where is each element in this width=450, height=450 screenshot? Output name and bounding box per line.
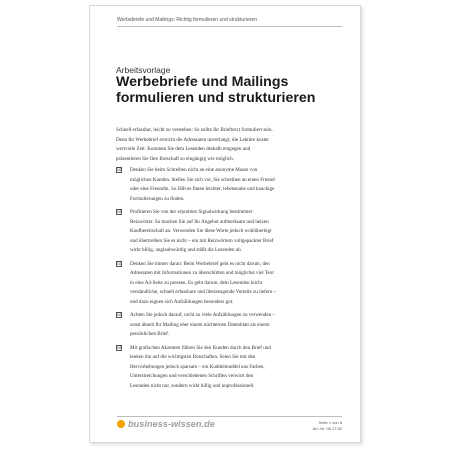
intro-paragraph: [116, 126, 342, 164]
item-line: Mit grafischen Akzenten führen Sie den Kunden durch den Brief und: [130, 344, 271, 351]
intro-line: Schnell erfassbar, leicht zu verstehen: So sollte Ihr Briefterxt formuliert sein.: [116, 127, 273, 133]
item-line: Denken Sie immer daran: Beim Werbebrief geht es nicht darum, den: [130, 260, 270, 267]
checkbox-icon: ☑: [117, 260, 122, 267]
item-line: und dazu eignen sich Aufzählungen besonders gut.: [130, 298, 234, 305]
intro-line: Denn Ihr Werbebrief erreicht die Adressaten unverlangt; die Lektüre kostet: [116, 136, 269, 143]
logo-dot-icon: [117, 420, 125, 428]
item-line: oder eine Freundin. So fällt es Ihnen leichter, lebensnahe und knackige: [130, 186, 275, 192]
item-line: Adressaten mit Informationen zu überschütten und möglichst viel Text: [130, 270, 274, 276]
running-header: Werbebriefe und Mailings: Richtig formulieren und strukturieren: [117, 17, 257, 23]
item-line: Lesenden nicht nur, sondern wirkt billig und unprofessionell.: [130, 382, 255, 389]
item-line: verständliche, schnell erfassbare und überzeugende Vorteile zu liefern –: [130, 289, 277, 295]
intro-line: wertvolle Zeit. Kommen Sie dem Lesenden deshalb entgegen und: [116, 146, 251, 152]
item-line: Formulierungen zu finden.: [130, 195, 185, 202]
document-page: [89, 5, 361, 443]
item-line: Kaufbereitschaft an. Verwenden Sie diese Worte jedoch wohlüberlegt: [130, 228, 272, 234]
checklist-item: [116, 344, 346, 392]
page-number: Seite 1 von 6: [318, 420, 342, 425]
item-line: wirkt billig, unglaubwürdig und stößt die Lesenden ab.: [130, 247, 242, 253]
checkbox-icon: ☑: [117, 312, 122, 318]
item-line: sonst ähnelt Ihr Mailing eher einem nüchternen Datenblatt als einem: [130, 321, 270, 328]
item-line: Denken Sie beim Schreiben nicht an eine anonyme Masse von: [130, 167, 258, 173]
checklist-item: [116, 208, 346, 256]
item-line: und übertreiben Sie es nicht – ein mit Reizwörtern vollgepackter Brief: [130, 237, 274, 244]
intro-line: präsentieren Sie Ihre Botschaft so eingängig wie möglich.: [116, 155, 234, 162]
item-line: lenken ihn auf die wichtigsten Botschaften. Seien Sie mit den: [130, 354, 256, 360]
brand-logo: business-wissen.de: [128, 419, 215, 429]
checkbox-icon: ☑: [117, 209, 122, 215]
article-number: Art.-Nr. 06.17.52: [312, 425, 342, 431]
page-meta: [313, 420, 342, 431]
checklist-item: [116, 311, 346, 340]
item-line: Unterstreichungen und verschiedenen Schriften verwirrt den: [130, 373, 254, 379]
item-line: Profitieren Sie von der erprobten Signalwirkung bestimmter: [130, 209, 253, 215]
checkbox-icon: ☑: [117, 344, 122, 351]
item-line: Hervorhebungen jedoch sparsam – ein Kuddelmuddel aus Farben,: [130, 363, 265, 370]
item-line: möglichen Kunden. Stellen Sie sich vor, Sie schreiben an einen Freund: [130, 176, 275, 183]
checklist: [116, 166, 346, 391]
checklist-item: [116, 260, 346, 308]
page-title: [116, 74, 346, 106]
item-line: persönlichen Brief.: [130, 331, 170, 337]
header-divider: [117, 26, 342, 27]
item-line: Achten Sie jedoch darauf, nicht zu viele Aufzählungen zu verwenden –: [130, 312, 275, 318]
checklist-item: [116, 166, 346, 204]
item-line: in eine A4-Seite zu pressen. Es geht darum, dem Lesenden leicht: [130, 279, 263, 286]
checkbox-icon: ☑: [117, 167, 122, 173]
title-line: Werbebriefe und Mailings: [116, 74, 289, 90]
title-line: formulieren und strukturieren: [116, 90, 316, 106]
document-kicker: Arbeitsvorlage: [116, 65, 171, 75]
footer-divider: [117, 416, 342, 417]
item-line: Reizwörter. So machen Sie auf Ihr Angebot aufmerksam und heizen: [130, 218, 269, 225]
